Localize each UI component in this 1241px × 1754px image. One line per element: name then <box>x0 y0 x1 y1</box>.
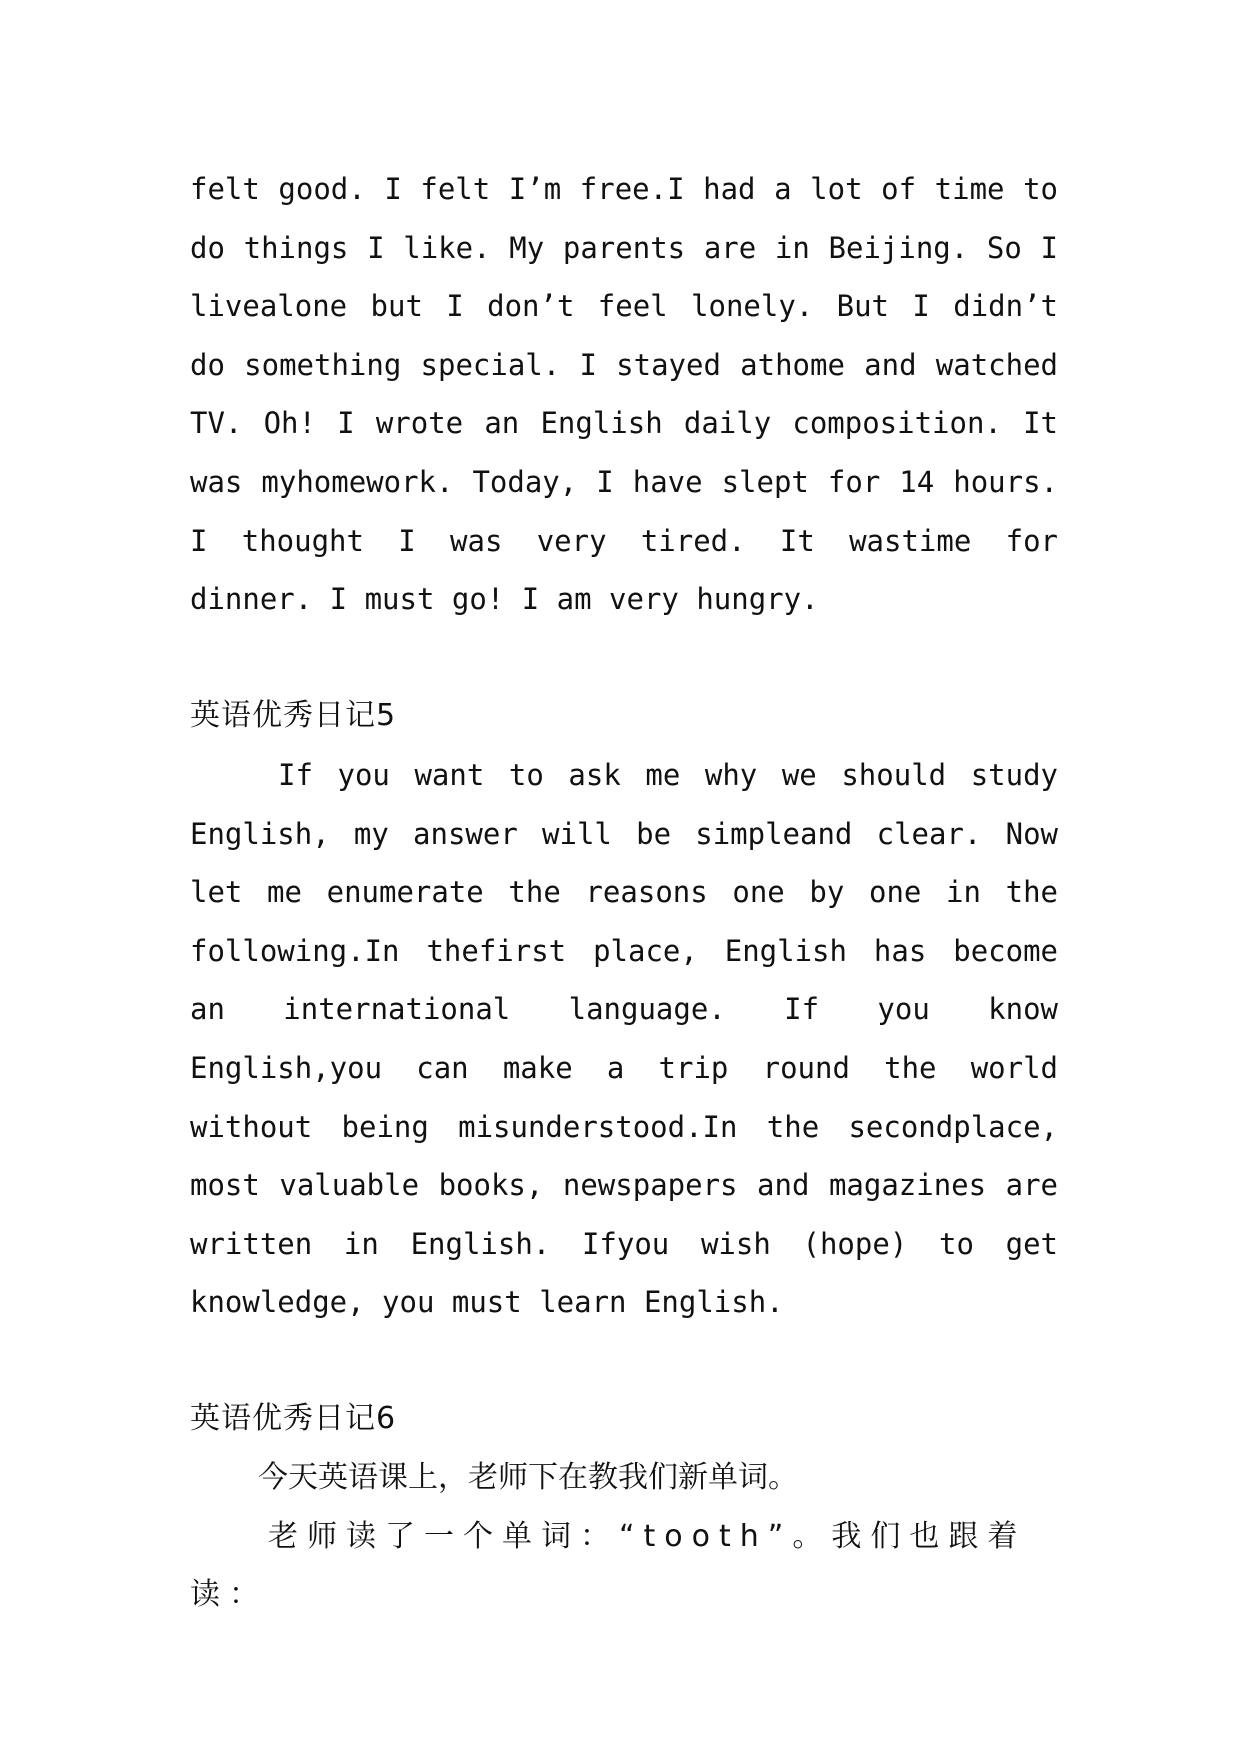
section-heading-6: 英语优秀日记6 <box>190 1401 397 1437</box>
section-heading-5: 英语优秀日记5 <box>190 698 397 734</box>
section-spacer <box>190 629 1058 688</box>
section-spacer <box>190 1332 1058 1391</box>
diary-paragraph: felt good. I felt I’m free.I had a lot of time to do things I like. My parents are in Beijing. So I livealone but I don’t feel lonely. But I didn’t do something special. I stayed athome and watched TV. Oh! I wrote an English daily composition. It was myhomework. Today, I have slept for 14 hours. I thought I was very tired. It wastime for dinner. I must go! I am very hungry. <box>190 172 1058 617</box>
section-5-body: If you want to ask me why we should study English, my answer will be simpleand clear. Now let me enumerate the reasons one by one in the following.In thefirst place, English has become an international language. If you know English,you can make a trip round the world without being misunderstood.In the secondplace, most valuable books, newspapers and magazines are written in English. Ifyou wish (hope) to get knowledge, you must learn English. <box>190 757 1058 1320</box>
section-6-line-1: 今天英语课上，老师下在教我们新单词。 <box>258 1460 798 1496</box>
document-body <box>190 160 1058 1625</box>
section-6-line-2: 老师读了一个单词：“tooth”。我们也跟着读： <box>190 1518 1027 1613</box>
